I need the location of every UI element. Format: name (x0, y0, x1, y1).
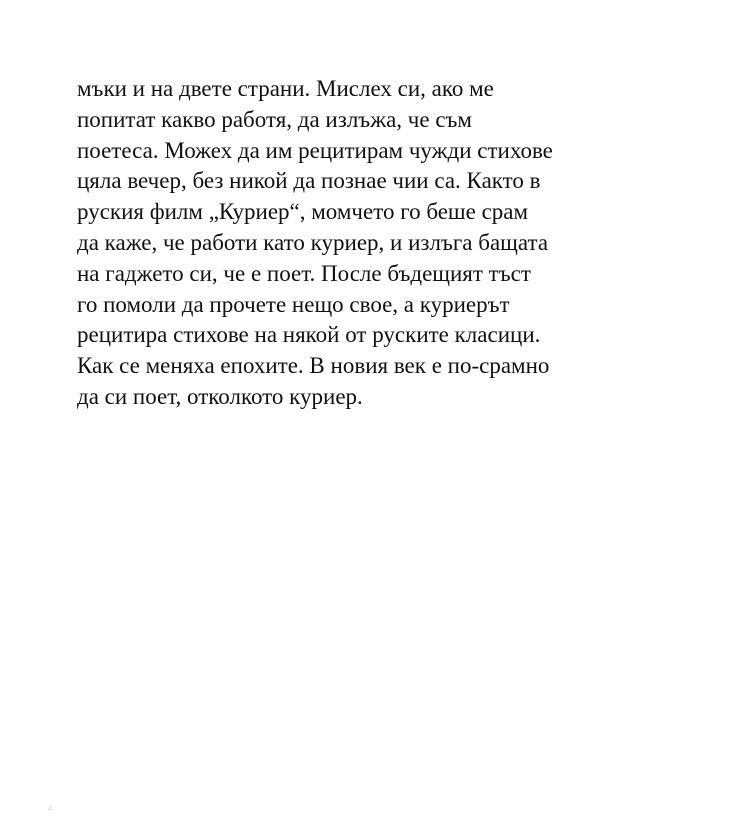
paragraph-line: рецитира стихове на някой от руските класици. (77, 322, 541, 348)
paragraph-line: попитат какво работя, да излъжа, че съм (77, 106, 472, 132)
page-corner-mark: 4 (48, 805, 53, 813)
paragraph (77, 74, 717, 413)
paragraph-line: да каже, че работи като куриер, и излъга бащата (77, 229, 549, 255)
paragraph-line: цяла вечер, без никой да познае чии са. Както в (77, 168, 541, 194)
paragraph-line: на гаджето си, че е поет. После бъдещият тъст (77, 260, 531, 286)
paragraph-line: руския филм „Куриер“, момчето го беше срам (77, 199, 529, 225)
paragraph-line: мъки и на двете страни. Мислех си, ако ме (77, 76, 494, 101)
paragraph-line: поетеса. Можех да им рецитирам чужди стихове (77, 137, 553, 163)
paragraph-line: Как се меняха епохите. В новия век е по-срамно (77, 353, 550, 379)
paragraph-line: го помоли да прочете нещо свое, а куриерът (77, 291, 510, 317)
paragraph-line: да си поет, отколкото куриер. (77, 383, 363, 409)
